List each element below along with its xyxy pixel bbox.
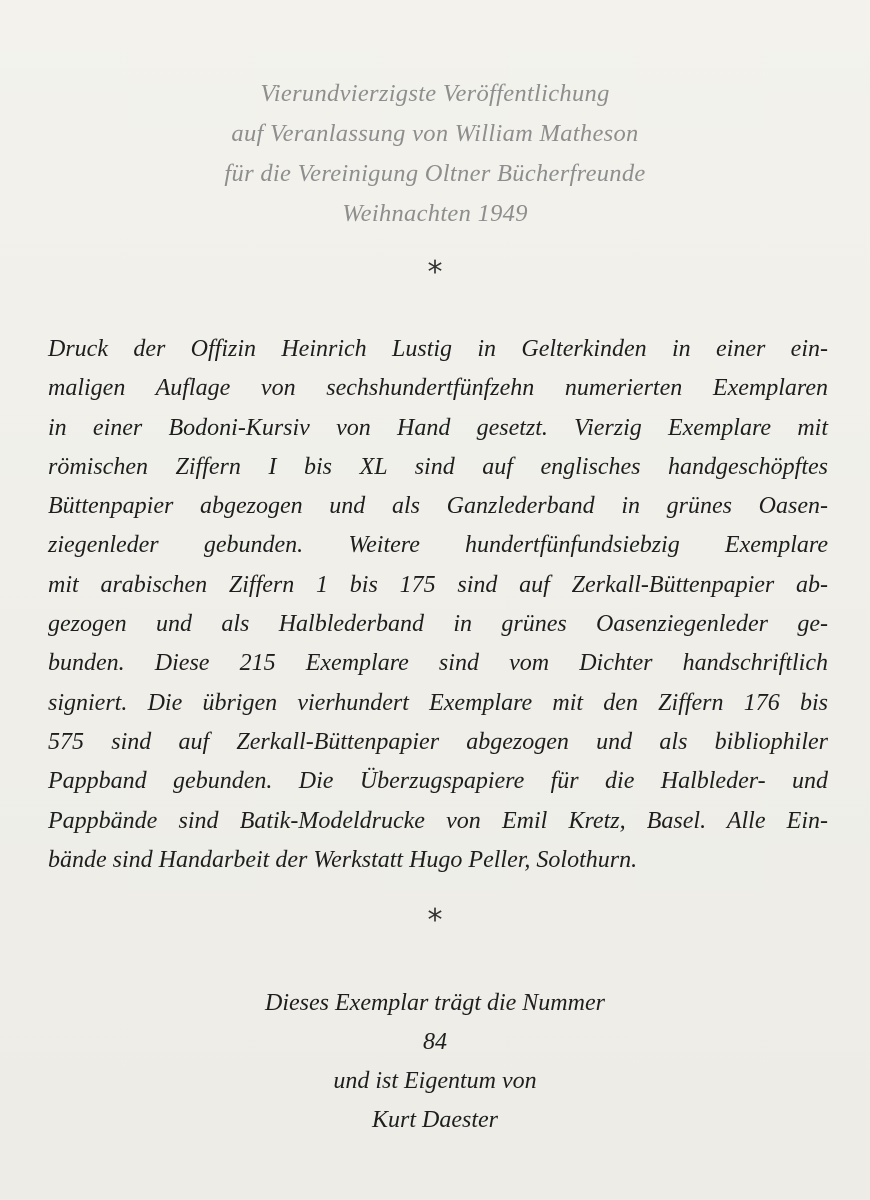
owner-name: Kurt Daester: [372, 1107, 498, 1133]
colophon-line: 575 sind auf Zerkall-Büttenpapier abgezogen und als bibliophiler: [48, 728, 828, 755]
colophon-line: gezogen und als Halblederband in grünes Oasenziegenleder ge-: [48, 611, 828, 638]
colophon-line: Pappbände sind Batik-Modeldrucke von Emil Kretz, Basel. Alle Ein-: [48, 807, 828, 834]
colophon-line: Druck der Offizin Heinrich Lustig in Gelterkinden in einer ein-: [48, 336, 828, 362]
header-line: auf Veranlassung von William Matheson: [231, 120, 639, 147]
copy-number-note: [0, 984, 870, 1140]
colophon-line: römischen Ziffern I bis XL sind auf englisches handgeschöpftes: [48, 453, 828, 480]
colophon-line: bunden. Diese 215 Exemplare sind vom Dichter handschriftlich: [48, 650, 828, 677]
colophon-line: ziegenleder gebunden. Weitere hundertfünfundsiebzig Exemplare: [48, 532, 828, 559]
asterisk-separator: *: [427, 255, 443, 290]
colophon-text: [48, 330, 828, 880]
colophon-line: Büttenpapier abgezogen und als Ganzlederband in grünes Oasen-: [48, 493, 828, 520]
publication-header: [0, 74, 870, 234]
header-line: für die Vereinigung Oltner Bücherfreunde: [224, 160, 646, 187]
colophon-line: mit arabischen Ziffern 1 bis 175 sind auf Zerkall-Büttenpapier ab-: [48, 571, 828, 598]
asterisk-separator: *: [427, 903, 443, 938]
colophon-line: signiert. Die übrigen vierhundert Exemplare mit den Ziffern 176 bis: [48, 689, 828, 716]
colophon-line: bände sind Handarbeit der Werkstatt Hugo Peller, Solothurn.: [48, 846, 638, 873]
colophon-line: in einer Bodoni-Kursiv von Hand gesetzt. Vierzig Exemplare mit: [48, 414, 828, 441]
header-line: Vierundvierzigste Veröffentlichung: [260, 80, 610, 107]
copy-number-caption: Dieses Exemplar trägt die Nummer: [265, 990, 605, 1016]
ownership-caption: und ist Eigentum von: [333, 1068, 537, 1094]
header-line: Weihnachten 1949: [342, 200, 528, 227]
colophon-line: Pappband gebunden. Die Überzugspapiere für die Halbleder- und: [48, 768, 828, 795]
colophon-line: maligen Auflage von sechshundertfünfzehn numerierten Exemplaren: [48, 375, 828, 402]
copy-number: 84: [423, 1029, 447, 1055]
